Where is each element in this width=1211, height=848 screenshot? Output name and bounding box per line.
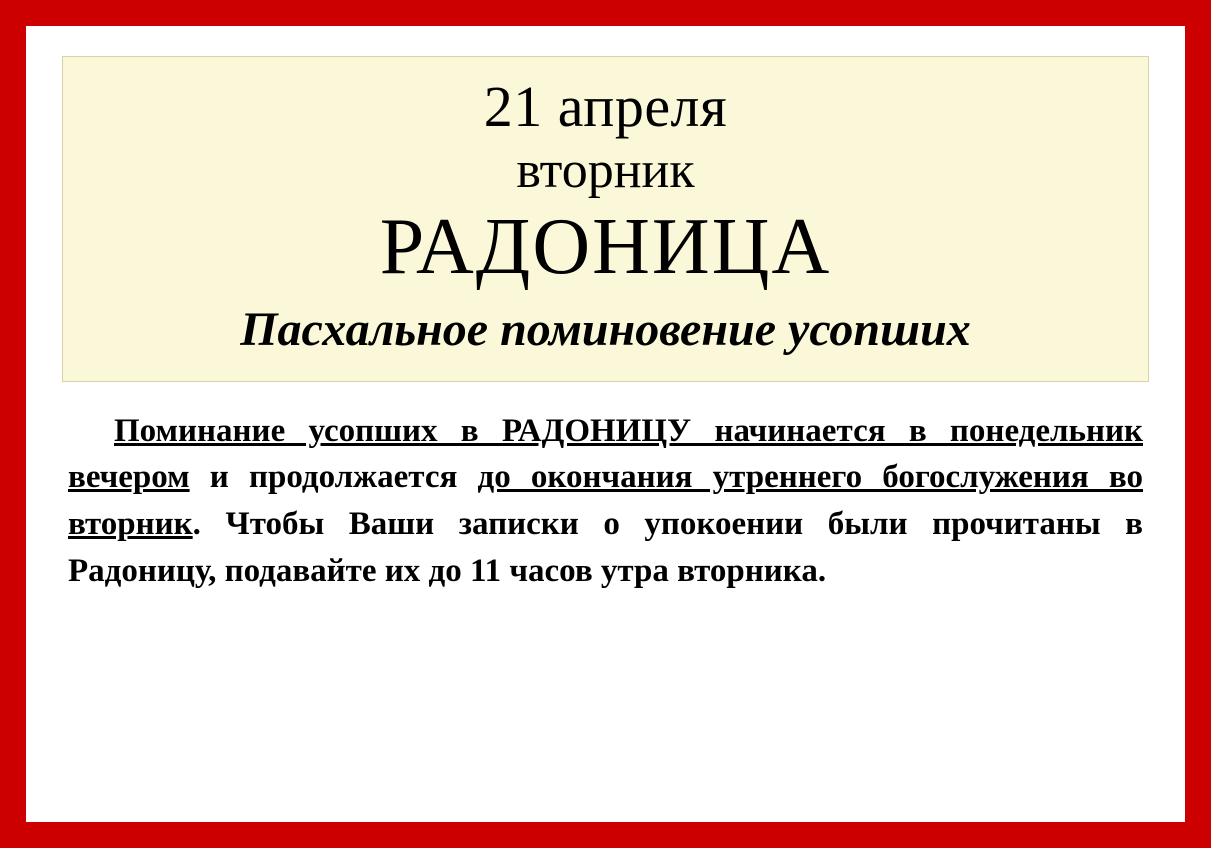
body-paragraph: [62, 408, 1149, 595]
body-segment-underlined-2: до окончания утреннего богослужения во вторник: [68, 459, 1143, 543]
poster-inner: [26, 26, 1185, 822]
page-title: РАДОНИЦА: [379, 203, 832, 292]
body-segment-plain-2: . Чтобы Ваши записки о упокоении были прочитаны в Радоницу, подавайте их до 11 часов утра вторника.: [68, 506, 1143, 590]
body-segment-plain-1: и продолжается: [189, 459, 478, 496]
body-segment-underlined-1: Поминание усопших в РАДОНИЦУ начинается в понедельник вечером: [68, 412, 1143, 496]
headline-panel: [62, 56, 1149, 382]
weekday-text: вторник: [516, 141, 695, 199]
subtitle-text: Пасхальное поминовение усопших: [240, 302, 971, 356]
date-text: 21 апреля: [483, 74, 728, 139]
